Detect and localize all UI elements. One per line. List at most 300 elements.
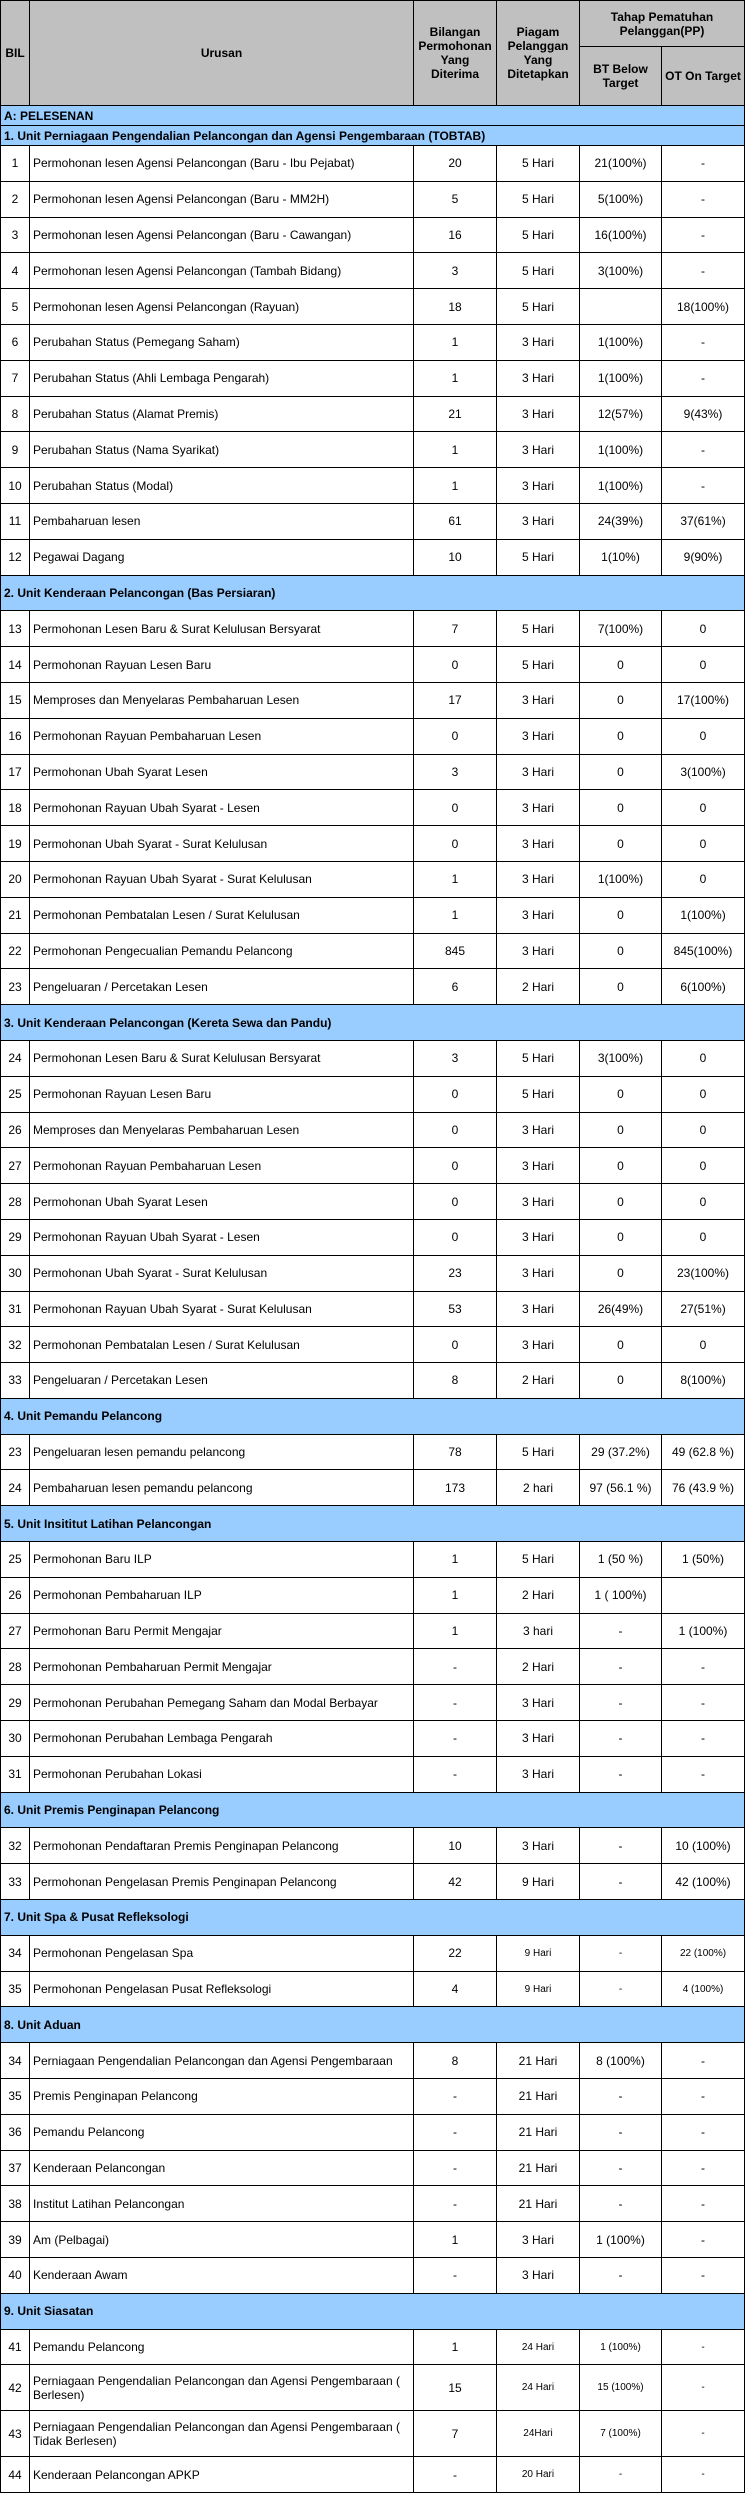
section-header bbox=[1, 1005, 745, 1041]
cell-bil: 3 bbox=[1, 217, 30, 253]
table-row bbox=[1, 1291, 745, 1327]
cell-piagam: 3 Hari bbox=[497, 1148, 580, 1184]
cell-bil: 8 bbox=[1, 396, 30, 432]
cell-bilangan: 1 bbox=[414, 2222, 497, 2258]
header-piagam: Piagam Pelanggan Yang Ditetapkan bbox=[497, 1, 580, 106]
cell-ot: 4 (100%) bbox=[662, 1971, 745, 2007]
cell-urusan: Pembaharuan lesen bbox=[30, 503, 414, 539]
table-row bbox=[1, 1040, 745, 1076]
cell-bil: 25 bbox=[1, 1542, 30, 1578]
cell-bt: - bbox=[580, 2114, 662, 2150]
cell-piagam: 3 Hari bbox=[497, 861, 580, 897]
cell-bilangan: 78 bbox=[414, 1434, 497, 1470]
section-title: 2. Unit Kenderaan Pelancongan (Bas Persiaran) bbox=[1, 575, 745, 611]
cell-urusan: Pengeluaran / Percetakan Lesen bbox=[30, 1363, 414, 1399]
cell-urusan: Memproses dan Menyelaras Pembaharuan Lesen bbox=[30, 682, 414, 718]
cell-bt: 0 bbox=[580, 718, 662, 754]
cell-piagam: 5 Hari bbox=[497, 181, 580, 217]
cell-piagam: 3 Hari bbox=[497, 754, 580, 790]
cell-bilangan: 1 bbox=[414, 324, 497, 360]
cell-urusan: Permohonan Pendaftaran Premis Penginapan Pelancong bbox=[30, 1828, 414, 1864]
table-row bbox=[1, 1721, 745, 1757]
cell-ot: 1 (100%) bbox=[662, 1613, 745, 1649]
cell-bilangan: 1 bbox=[414, 897, 497, 933]
cell-urusan: Pengeluaran lesen pemandu pelancong bbox=[30, 1434, 414, 1470]
table-row bbox=[1, 2222, 745, 2258]
cell-ot: 18(100%) bbox=[662, 289, 745, 325]
cell-bt: 1(100%) bbox=[580, 468, 662, 504]
cell-bt: - bbox=[580, 1935, 662, 1971]
cell-ot: - bbox=[662, 2114, 745, 2150]
table-row bbox=[1, 754, 745, 790]
cell-bt: 12(57%) bbox=[580, 396, 662, 432]
cell-bt: 8 (100%) bbox=[580, 2043, 662, 2079]
table-row bbox=[1, 897, 745, 933]
table-row bbox=[1, 790, 745, 826]
cell-piagam: 3 Hari bbox=[497, 1721, 580, 1757]
cell-piagam: 3 hari bbox=[497, 1613, 580, 1649]
cell-bil: 27 bbox=[1, 1613, 30, 1649]
cell-bil: 24 bbox=[1, 1040, 30, 1076]
cell-piagam: 3 Hari bbox=[497, 1291, 580, 1327]
cell-piagam: 3 Hari bbox=[497, 1219, 580, 1255]
cell-piagam: 5 Hari bbox=[497, 539, 580, 575]
cell-urusan: Permohonan Rayuan Ubah Syarat - Surat Kelulusan bbox=[30, 861, 414, 897]
table-row bbox=[1, 1076, 745, 1112]
table-row bbox=[1, 1363, 745, 1399]
cell-ot: - bbox=[662, 1756, 745, 1792]
cell-bilangan: 22 bbox=[414, 1935, 497, 1971]
table-row bbox=[1, 826, 745, 862]
cell-ot: 0 bbox=[662, 1148, 745, 1184]
cell-bil: 24 bbox=[1, 1470, 30, 1506]
cell-urusan: Permohonan Ubah Syarat Lesen bbox=[30, 1184, 414, 1220]
cell-bilangan: - bbox=[414, 2457, 497, 2493]
cell-bt: 0 bbox=[580, 933, 662, 969]
cell-bilangan: 0 bbox=[414, 647, 497, 683]
table-row bbox=[1, 969, 745, 1005]
table-row bbox=[1, 1971, 745, 2007]
cell-bil: 26 bbox=[1, 1112, 30, 1148]
cell-bil: 41 bbox=[1, 2329, 30, 2365]
cell-piagam: 21 Hari bbox=[497, 2043, 580, 2079]
cell-urusan: Perubahan Status (Ahli Lembaga Pengarah) bbox=[30, 360, 414, 396]
cell-bt: 29 (37.2%) bbox=[580, 1434, 662, 1470]
table-row bbox=[1, 2457, 745, 2493]
section-header bbox=[1, 575, 745, 611]
cell-bil: 12 bbox=[1, 539, 30, 575]
cell-bil: 6 bbox=[1, 324, 30, 360]
cell-urusan: Permohonan lesen Agensi Pelancongan (Baru - MM2H) bbox=[30, 181, 414, 217]
table-row bbox=[1, 289, 745, 325]
table-row bbox=[1, 1685, 745, 1721]
cell-bilangan: - bbox=[414, 1685, 497, 1721]
cell-urusan: Perubahan Status (Pemegang Saham) bbox=[30, 324, 414, 360]
cell-bt: 0 bbox=[580, 826, 662, 862]
cell-ot: 49 (62.8 %) bbox=[662, 1434, 745, 1470]
cell-bt: - bbox=[580, 1864, 662, 1900]
cell-urusan: Permohonan Pembaharuan Permit Mengajar bbox=[30, 1649, 414, 1685]
cell-bil: 28 bbox=[1, 1649, 30, 1685]
table-row bbox=[1, 1470, 745, 1506]
section-header bbox=[1, 1398, 745, 1434]
cell-bilangan: 42 bbox=[414, 1864, 497, 1900]
cell-ot: - bbox=[662, 2079, 745, 2115]
cell-urusan: Permohonan Pengelasan Premis Penginapan Pelancong bbox=[30, 1864, 414, 1900]
cell-urusan: Permohonan Pembaharuan ILP bbox=[30, 1577, 414, 1613]
table-row bbox=[1, 146, 745, 182]
cell-bil: 4 bbox=[1, 253, 30, 289]
cell-ot: 0 bbox=[662, 1112, 745, 1148]
cell-ot: - bbox=[662, 324, 745, 360]
header-tahap: Tahap Pematuhan Pelanggan(PP) bbox=[580, 1, 745, 47]
cell-urusan: Permohonan Rayuan Lesen Baru bbox=[30, 1076, 414, 1112]
cell-bil: 38 bbox=[1, 2186, 30, 2222]
cell-bilangan: - bbox=[414, 1649, 497, 1685]
table-row bbox=[1, 1434, 745, 1470]
cell-bt: - bbox=[580, 1828, 662, 1864]
cell-bt: 16(100%) bbox=[580, 217, 662, 253]
cell-bil: 32 bbox=[1, 1327, 30, 1363]
table-row bbox=[1, 718, 745, 754]
cell-bilangan: 4 bbox=[414, 1971, 497, 2007]
cell-ot: - bbox=[662, 2365, 745, 2411]
cell-bilangan: 17 bbox=[414, 682, 497, 718]
cell-bilangan: 1 bbox=[414, 1613, 497, 1649]
cell-bilangan: 0 bbox=[414, 718, 497, 754]
cell-urusan: Perubahan Status (Nama Syarikat) bbox=[30, 432, 414, 468]
cell-urusan: Permohonan Pembatalan Lesen / Surat Kelulusan bbox=[30, 897, 414, 933]
cell-piagam: 3 Hari bbox=[497, 1685, 580, 1721]
cell-bil: 18 bbox=[1, 790, 30, 826]
cell-ot: 22 (100%) bbox=[662, 1935, 745, 1971]
cell-bt: - bbox=[580, 1649, 662, 1685]
cell-piagam: 3 Hari bbox=[497, 432, 580, 468]
cell-piagam: 5 Hari bbox=[497, 1542, 580, 1578]
cell-bilangan: 53 bbox=[414, 1291, 497, 1327]
cell-urusan: Permohonan Perubahan Pemegang Saham dan Modal Berbayar bbox=[30, 1685, 414, 1721]
cell-ot: 0 bbox=[662, 1040, 745, 1076]
cell-bilangan: 1 bbox=[414, 2329, 497, 2365]
cell-ot: 845(100%) bbox=[662, 933, 745, 969]
cell-bil: 29 bbox=[1, 1219, 30, 1255]
cell-piagam: 2 Hari bbox=[497, 1577, 580, 1613]
section-title: 4. Unit Pemandu Pelancong bbox=[1, 1398, 745, 1434]
cell-bt: 0 bbox=[580, 1184, 662, 1220]
table-row bbox=[1, 1327, 745, 1363]
section-title: 1. Unit Perniagaan Pengendalian Pelancongan dan Agensi Pengembaraan (TOBTAB) bbox=[1, 126, 745, 146]
cell-bilangan: 61 bbox=[414, 503, 497, 539]
section-title: 7. Unit Spa & Pusat Refleksologi bbox=[1, 1900, 745, 1936]
table-row bbox=[1, 2329, 745, 2365]
cell-urusan: Permohonan Pengelasan Pusat Refleksologi bbox=[30, 1971, 414, 2007]
cell-piagam: 5 Hari bbox=[497, 647, 580, 683]
main-section-title: A: PELESENAN bbox=[1, 106, 745, 126]
cell-piagam: 3 Hari bbox=[497, 1184, 580, 1220]
cell-piagam: 3 Hari bbox=[497, 2258, 580, 2294]
table-body bbox=[1, 106, 745, 2493]
cell-bt: 21(100%) bbox=[580, 146, 662, 182]
cell-bt: - bbox=[580, 1756, 662, 1792]
cell-urusan: Perubahan Status (Alamat Premis) bbox=[30, 396, 414, 432]
cell-urusan: Perniagaan Pengendalian Pelancongan dan Agensi Pengembaraan ( Berlesen) bbox=[30, 2365, 414, 2411]
cell-piagam: 5 Hari bbox=[497, 217, 580, 253]
cell-ot: 42 (100%) bbox=[662, 1864, 745, 1900]
cell-urusan: Permohonan lesen Agensi Pelancongan (Tambah Bidang) bbox=[30, 253, 414, 289]
cell-bt: 7(100%) bbox=[580, 611, 662, 647]
cell-ot: 0 bbox=[662, 611, 745, 647]
table-row bbox=[1, 1255, 745, 1291]
cell-piagam: 21 Hari bbox=[497, 2114, 580, 2150]
cell-ot: - bbox=[662, 360, 745, 396]
cell-bil: 19 bbox=[1, 826, 30, 862]
cell-piagam: 21 Hari bbox=[497, 2186, 580, 2222]
table-row bbox=[1, 2150, 745, 2186]
cell-ot: 0 bbox=[662, 718, 745, 754]
cell-bilangan: 1 bbox=[414, 861, 497, 897]
cell-bil: 33 bbox=[1, 1864, 30, 1900]
cell-urusan: Kenderaan Pelancongan APKP bbox=[30, 2457, 414, 2493]
cell-piagam: 24Hari bbox=[497, 2411, 580, 2457]
cell-piagam: 5 Hari bbox=[497, 289, 580, 325]
cell-ot: 0 bbox=[662, 1184, 745, 1220]
cell-ot: 3(100%) bbox=[662, 754, 745, 790]
cell-urusan: Permohonan lesen Agensi Pelancongan (Rayuan) bbox=[30, 289, 414, 325]
cell-bilangan: 23 bbox=[414, 1255, 497, 1291]
section-title: 8. Unit Aduan bbox=[1, 2007, 745, 2043]
cell-bil: 43 bbox=[1, 2411, 30, 2457]
table-row bbox=[1, 861, 745, 897]
cell-ot: 9(90%) bbox=[662, 539, 745, 575]
cell-bilangan: 21 bbox=[414, 396, 497, 432]
table-row bbox=[1, 503, 745, 539]
cell-bt: - bbox=[580, 2150, 662, 2186]
cell-piagam: 5 Hari bbox=[497, 1040, 580, 1076]
cell-bilangan: 1 bbox=[414, 432, 497, 468]
cell-bt: 0 bbox=[580, 790, 662, 826]
cell-ot: - bbox=[662, 2258, 745, 2294]
cell-bilangan: 3 bbox=[414, 253, 497, 289]
cell-piagam: 2 Hari bbox=[497, 969, 580, 1005]
cell-bilangan: 8 bbox=[414, 1363, 497, 1399]
cell-bt: 0 bbox=[580, 1148, 662, 1184]
cell-bt: 1 ( 100%) bbox=[580, 1577, 662, 1613]
cell-bt: 3(100%) bbox=[580, 1040, 662, 1076]
section-header bbox=[1, 1506, 745, 1542]
section-title: 9. Unit Siasatan bbox=[1, 2293, 745, 2329]
cell-bilangan: - bbox=[414, 2114, 497, 2150]
cell-ot: - bbox=[662, 217, 745, 253]
cell-urusan: Permohonan Rayuan Pembaharuan Lesen bbox=[30, 1148, 414, 1184]
cell-bilangan: 0 bbox=[414, 826, 497, 862]
cell-urusan: Permohonan Pengecualian Pemandu Pelancong bbox=[30, 933, 414, 969]
cell-bt: 0 bbox=[580, 1363, 662, 1399]
cell-piagam: 3 Hari bbox=[497, 897, 580, 933]
cell-bilangan: 1 bbox=[414, 468, 497, 504]
cell-urusan: Permohonan Ubah Syarat - Surat Kelulusan bbox=[30, 826, 414, 862]
cell-bil: 23 bbox=[1, 1434, 30, 1470]
cell-bilangan: - bbox=[414, 1721, 497, 1757]
cell-urusan: Perniagaan Pengendalian Pelancongan dan Agensi Pengembaraan ( Tidak Berlesen) bbox=[30, 2411, 414, 2457]
cell-urusan: Kenderaan Awam bbox=[30, 2258, 414, 2294]
table-row bbox=[1, 2043, 745, 2079]
cell-ot: - bbox=[662, 2411, 745, 2457]
cell-piagam: 3 Hari bbox=[497, 826, 580, 862]
table-row bbox=[1, 682, 745, 718]
cell-bt: 15 (100%) bbox=[580, 2365, 662, 2411]
cell-piagam: 3 Hari bbox=[497, 933, 580, 969]
cell-bil: 7 bbox=[1, 360, 30, 396]
table-row bbox=[1, 1542, 745, 1578]
cell-ot: - bbox=[662, 2457, 745, 2493]
cell-urusan: Permohonan Ubah Syarat Lesen bbox=[30, 754, 414, 790]
cell-bt: 0 bbox=[580, 1112, 662, 1148]
cell-piagam: 3 Hari bbox=[497, 1756, 580, 1792]
cell-bil: 26 bbox=[1, 1577, 30, 1613]
table-row bbox=[1, 2258, 745, 2294]
cell-ot: 10 (100%) bbox=[662, 1828, 745, 1864]
cell-bil: 11 bbox=[1, 503, 30, 539]
cell-urusan: Permohonan Ubah Syarat - Surat Kelulusan bbox=[30, 1255, 414, 1291]
cell-piagam: 5 Hari bbox=[497, 253, 580, 289]
cell-bt: - bbox=[580, 1613, 662, 1649]
cell-bilangan: 20 bbox=[414, 146, 497, 182]
cell-ot: - bbox=[662, 2186, 745, 2222]
cell-urusan: Kenderaan Pelancongan bbox=[30, 2150, 414, 2186]
cell-urusan: Permohonan lesen Agensi Pelancongan (Baru - Ibu Pejabat) bbox=[30, 146, 414, 182]
cell-piagam: 3 Hari bbox=[497, 790, 580, 826]
cell-piagam: 2 Hari bbox=[497, 1649, 580, 1685]
table-row bbox=[1, 1148, 745, 1184]
cell-bt: - bbox=[580, 1685, 662, 1721]
cell-bilangan: 0 bbox=[414, 1219, 497, 1255]
cell-bt: - bbox=[580, 2186, 662, 2222]
cell-piagam: 5 Hari bbox=[497, 146, 580, 182]
cell-bil: 42 bbox=[1, 2365, 30, 2411]
cell-bil: 21 bbox=[1, 897, 30, 933]
table-row bbox=[1, 1219, 745, 1255]
cell-ot: 6(100%) bbox=[662, 969, 745, 1005]
cell-bil: 1 bbox=[1, 146, 30, 182]
cell-bilangan: 1 bbox=[414, 1577, 497, 1613]
cell-piagam: 3 Hari bbox=[497, 718, 580, 754]
cell-urusan: Permohonan Rayuan Ubah Syarat - Surat Kelulusan bbox=[30, 1291, 414, 1327]
cell-bil: 33 bbox=[1, 1363, 30, 1399]
cell-ot: - bbox=[662, 181, 745, 217]
cell-piagam: 9 Hari bbox=[497, 1864, 580, 1900]
table-row bbox=[1, 1756, 745, 1792]
cell-urusan: Permohonan Rayuan Lesen Baru bbox=[30, 647, 414, 683]
cell-bil: 22 bbox=[1, 933, 30, 969]
header-bilangan: Bilangan Permohonan Yang Diterima bbox=[414, 1, 497, 106]
cell-bilangan: 8 bbox=[414, 2043, 497, 2079]
cell-piagam: 3 Hari bbox=[497, 396, 580, 432]
cell-urusan: Permohonan Pengelasan Spa bbox=[30, 1935, 414, 1971]
cell-urusan: Perubahan Status (Modal) bbox=[30, 468, 414, 504]
cell-urusan: Permohonan Rayuan Ubah Syarat - Lesen bbox=[30, 790, 414, 826]
cell-urusan: Pembaharuan lesen pemandu pelancong bbox=[30, 1470, 414, 1506]
cell-bt: 0 bbox=[580, 897, 662, 933]
cell-urusan: Memproses dan Menyelaras Pembaharuan Lesen bbox=[30, 1112, 414, 1148]
cell-ot: 0 bbox=[662, 647, 745, 683]
cell-bt: 0 bbox=[580, 682, 662, 718]
cell-urusan: Permohonan Baru ILP bbox=[30, 1542, 414, 1578]
cell-bil: 9 bbox=[1, 432, 30, 468]
cell-ot bbox=[662, 1577, 745, 1613]
cell-bilangan: - bbox=[414, 1756, 497, 1792]
cell-piagam: 5 Hari bbox=[497, 611, 580, 647]
cell-bilangan: 15 bbox=[414, 2365, 497, 2411]
cell-bt: 1(10%) bbox=[580, 539, 662, 575]
cell-bil: 23 bbox=[1, 969, 30, 1005]
cell-urusan: Permohonan Rayuan Ubah Syarat - Lesen bbox=[30, 1219, 414, 1255]
cell-bt bbox=[580, 289, 662, 325]
cell-bil: 10 bbox=[1, 468, 30, 504]
cell-bil: 40 bbox=[1, 2258, 30, 2294]
cell-ot: 17(100%) bbox=[662, 682, 745, 718]
cell-urusan: Permohonan Lesen Baru & Surat Kelulusan Bersyarat bbox=[30, 1040, 414, 1076]
cell-ot: - bbox=[662, 146, 745, 182]
cell-ot: - bbox=[662, 1685, 745, 1721]
cell-piagam: 3 Hari bbox=[497, 324, 580, 360]
cell-piagam: 21 Hari bbox=[497, 2150, 580, 2186]
cell-bil: 5 bbox=[1, 289, 30, 325]
cell-ot: 37(61%) bbox=[662, 503, 745, 539]
table-row bbox=[1, 539, 745, 575]
cell-urusan: Permohonan Pembatalan Lesen / Surat Kelulusan bbox=[30, 1327, 414, 1363]
cell-urusan: Perniagaan Pengendalian Pelancongan dan Agensi Pengembaraan bbox=[30, 2043, 414, 2079]
cell-bil: 17 bbox=[1, 754, 30, 790]
cell-bilangan: 173 bbox=[414, 1470, 497, 1506]
cell-bt: 7 (100%) bbox=[580, 2411, 662, 2457]
table-row bbox=[1, 253, 745, 289]
cell-ot: - bbox=[662, 2150, 745, 2186]
cell-bilangan: 5 bbox=[414, 181, 497, 217]
cell-bt: 3(100%) bbox=[580, 253, 662, 289]
cell-bt: - bbox=[580, 2079, 662, 2115]
section-header bbox=[1, 1900, 745, 1936]
table-row bbox=[1, 933, 745, 969]
cell-ot: 76 (43.9 %) bbox=[662, 1470, 745, 1506]
cell-bt: 1 (100%) bbox=[580, 2329, 662, 2365]
table-row bbox=[1, 324, 745, 360]
cell-bilangan: - bbox=[414, 2258, 497, 2294]
cell-bt: 0 bbox=[580, 1327, 662, 1363]
table-row bbox=[1, 1184, 745, 1220]
cell-bil: 2 bbox=[1, 181, 30, 217]
cell-bilangan: 0 bbox=[414, 790, 497, 826]
header-urusan: Urusan bbox=[30, 1, 414, 106]
table-row bbox=[1, 1935, 745, 1971]
cell-ot: 0 bbox=[662, 1076, 745, 1112]
cell-piagam: 3 Hari bbox=[497, 2222, 580, 2258]
header-bt: BT Below Target bbox=[580, 47, 662, 106]
header-bil: BIL bbox=[1, 1, 30, 106]
cell-bilangan: 7 bbox=[414, 2411, 497, 2457]
cell-piagam: 2 Hari bbox=[497, 1363, 580, 1399]
cell-bil: 30 bbox=[1, 1255, 30, 1291]
cell-piagam: 3 Hari bbox=[497, 1327, 580, 1363]
cell-bilangan: 0 bbox=[414, 1184, 497, 1220]
table-row bbox=[1, 2079, 745, 2115]
cell-urusan: Pengeluaran / Percetakan Lesen bbox=[30, 969, 414, 1005]
cell-ot: - bbox=[662, 432, 745, 468]
cell-piagam: 5 Hari bbox=[497, 1076, 580, 1112]
cell-bil: 13 bbox=[1, 611, 30, 647]
cell-bt: 0 bbox=[580, 1219, 662, 1255]
cell-piagam: 2 hari bbox=[497, 1470, 580, 1506]
table-row bbox=[1, 647, 745, 683]
